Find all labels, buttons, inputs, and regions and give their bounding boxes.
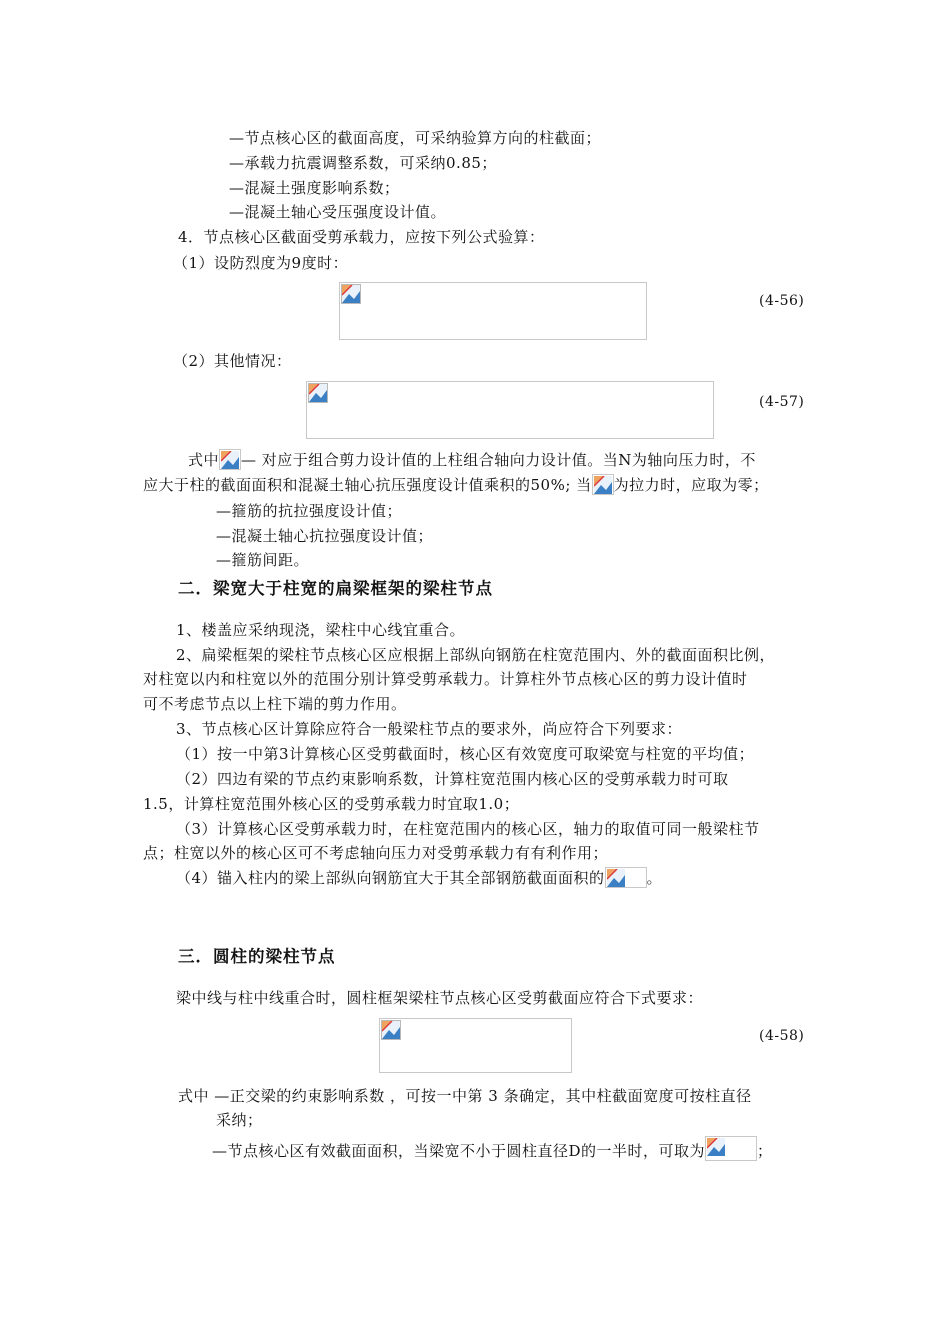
section-2-para-2-line-2: 对柱宽以内和柱宽以外的范围分别计算受剪承载力。计算柱外节点核心区的剪力设计值时 <box>143 670 748 688</box>
section-2-req-4-text: （4）锚入柱内的梁上部纵向钢筋宜大于其全部钢筋截面面积的 <box>176 869 605 887</box>
definition-line-3: —混凝土强度影响系数； <box>229 179 400 197</box>
broken-image-icon <box>705 1136 757 1161</box>
item-4-text: 4．节点核心区截面受剪承载力，应按下列公式验算： <box>178 228 545 246</box>
equation-number-4-57: (4-57) <box>759 394 805 410</box>
equation-number-4-58: (4-58) <box>759 1028 805 1044</box>
formula-image-4-56 <box>339 282 647 340</box>
section-2-req-3-line-2: 点；柱宽以外的核心区可不考虑轴向压力对受剪承载力有有利作用； <box>143 844 609 862</box>
definition-stirrup-spacing: —箍筋间距。 <box>216 551 310 569</box>
broken-image-icon <box>219 449 241 470</box>
case-1-text: （1）设防烈度为9度时： <box>173 254 349 272</box>
section-2-req-3-line-1: （3）计算核心区受剪承载力时，在柱宽范围内的核心区，轴力的取值可同一般梁柱节 <box>176 820 760 838</box>
section-3-where-end: ； <box>757 1142 773 1160</box>
section-2-para-2-line-3: 可不考虑节点以上柱下端的剪力作用。 <box>143 695 407 713</box>
case-2-text: （2）其他情况： <box>173 352 292 370</box>
definition-stirrup-strength: —箍筋的抗拉强度设计值； <box>216 502 403 520</box>
definition-line-1: —节点核心区的截面高度，可采纳验算方向的柱截面； <box>229 129 602 147</box>
section-2-req-2-line-1: （2）四边有梁的节点约束影响系数，计算柱宽范围内核心区的受剪承载力时可取 <box>176 770 729 788</box>
where-text: — 对应于组合剪力设计值的上柱组合轴向力设计值。当N为轴向压力时，不 <box>241 451 756 469</box>
broken-image-icon <box>341 284 361 304</box>
section-2-para-3: 3、节点核心区计算除应符合一般梁柱节点的要求外，尚应符合下列要求： <box>176 720 683 738</box>
broken-image-icon <box>592 474 614 495</box>
equation-number-4-56: (4-56) <box>759 293 805 309</box>
section-2-req-2-line-2: 1.5，计算柱宽范围外核心区的受剪承载力时宜取1.0； <box>143 795 520 813</box>
definition-line-2: —承载力抗震调整系数，可采纳0.85； <box>229 154 497 172</box>
section-2-heading: 二．梁宽大于柱宽的扁梁框架的梁柱节点 <box>178 579 493 598</box>
where-text-2b: 为拉力时，应取为零； <box>613 476 769 494</box>
definition-line-4: —混凝土轴心受压强度设计值。 <box>229 203 447 221</box>
section-2-req-4 <box>176 867 662 888</box>
broken-image-icon <box>308 383 328 403</box>
where-label: 式中 <box>188 451 220 469</box>
broken-image-icon <box>605 867 647 888</box>
section-3-heading: 三．圆柱的梁柱节点 <box>178 947 336 966</box>
where-clause-line-2 <box>143 474 769 495</box>
where-clause-line-1 <box>188 449 756 470</box>
section-2-para-2-line-1: 2、扁梁框架的梁柱节点核心区应根据上部纵向钢筋在柱宽范围内、外的截面面积比例， <box>176 646 776 664</box>
section-3-where-text: —节点核心区有效截面面积，当梁宽不小于圆柱直径D的一半时，可取为 <box>212 1142 706 1160</box>
section-2-req-4-end: 。 <box>646 869 663 887</box>
section-3-where-line-2 <box>212 1136 773 1161</box>
formula-image-4-58 <box>379 1018 572 1073</box>
where-text-2a: 应大于柱的截面面积和混凝土轴心抗压强度设计值乘积的50%; 当 <box>143 476 592 494</box>
section-2-para-1: 1、楼盖应采纳现浇，梁柱中心线宜重合。 <box>176 621 466 639</box>
section-3-where-line-1b: 采纳； <box>216 1111 263 1129</box>
section-2-req-1: （1）按一中第3计算核心区受剪截面时，核心区有效宽度可取梁宽与柱宽的平均值； <box>176 745 755 763</box>
section-3-where-line-1: 式中 —正交梁的约束影响系数 ，可按一中第 3 条确定，其中柱截面宽度可按柱直径 <box>178 1087 752 1105</box>
broken-image-icon <box>381 1020 401 1040</box>
formula-image-4-57 <box>306 381 714 439</box>
definition-concrete-tensile: —混凝土轴心抗拉强度设计值； <box>216 527 434 545</box>
section-3-para-1: 梁中线与柱中线重合时，圆柱框架梁柱节点核心区受剪截面应符合下式要求： <box>176 989 704 1007</box>
